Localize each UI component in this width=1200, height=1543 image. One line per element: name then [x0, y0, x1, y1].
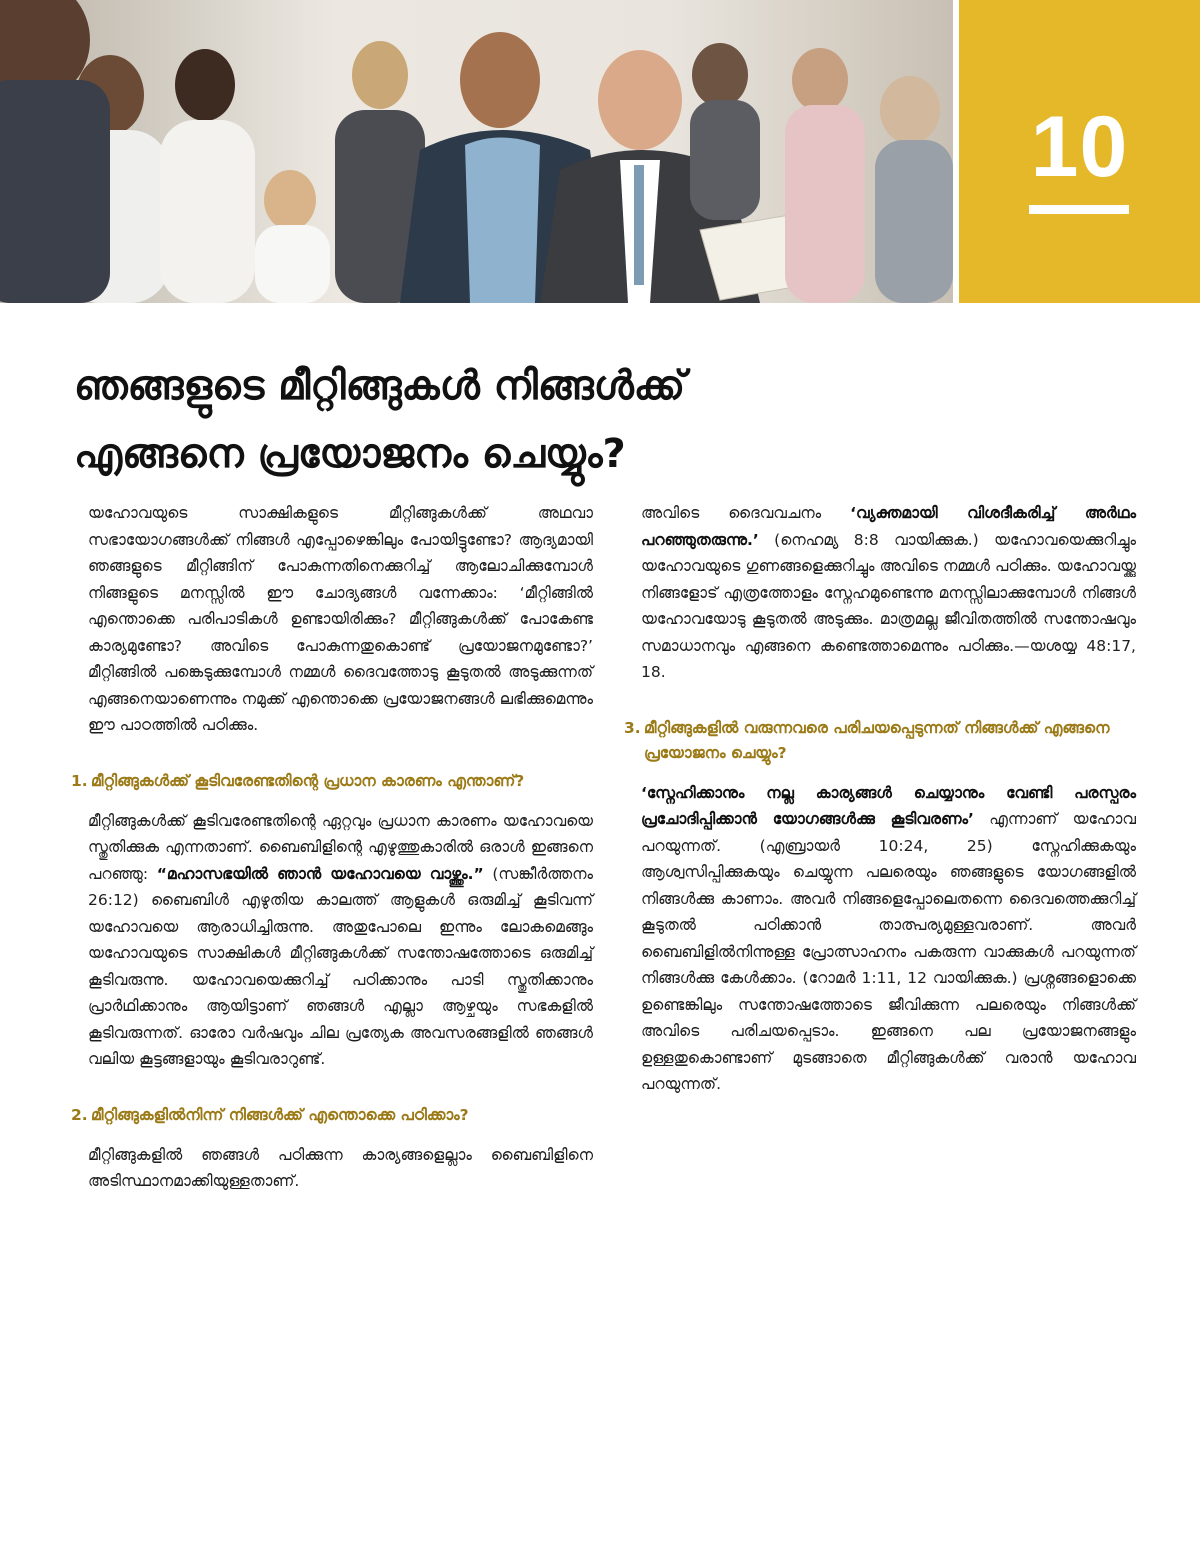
question-text: മീറ്റിങ്ങുകളിൽനിന്ന് നിങ്ങൾക്ക് എന്തൊക്കെ പഠിക്കാം? — [91, 1105, 469, 1124]
lesson-number: 10 — [1030, 99, 1129, 195]
question-text: മീറ്റിങ്ങുകൾക്ക് കൂടിവരേണ്ടതിന്റെ പ്രധാന കാരണം എന്താണ്? — [91, 771, 525, 790]
question-2 — [71, 1103, 593, 1128]
question-number: 2. — [71, 1105, 88, 1124]
scripture-quote: “മഹാസഭയിൽ ഞാൻ യഹോവയെ വാഴ്ത്തും.” — [156, 864, 484, 883]
page-title — [74, 352, 1124, 488]
answer-text: എന്നാണ് യഹോവ പറയുന്നത്. (എബ്രായർ 10:24, 25) സ്നേഹിക്കുകയും ആശ്വസിപ്പിക്കുകയും ചെയ്യുന്ന പലരെയും ഞങ്ങളുടെ യോഗങ്ങളിൽ നിങ്ങൾക്കു കാണാം. അവർ നിങ്ങളെപ്പോലെതന്നെ ദൈവത്തെക്കുറിച്ച് കൂടുതൽ പഠിക്കാൻ താത്പര്യമുള്ളവരാണ്. അവർ ബൈബിളിൽനിന്നുള്ള പ്രോത്സാഹനം പകരുന്ന വാക്കുകൾ പറയുന്നത് നിങ്ങൾക്കു കേൾക്കാം. (റോമർ 1:11, 12 വായിക്കുക.) പ്രശ്നങ്ങളൊക്കെ ഉണ്ടെങ്കിലും സന്തോഷത്തോടെ ജീവിക്കുന്ന പലരെയും നിങ്ങൾക്ക് അവിടെ പരിചയപ്പെടാം. ഇങ്ങനെ പല പ്രയോജനങ്ങളും ഉള്ളതുകൊണ്ടാണ് മുടങ്ങാതെ മീറ്റിങ്ങുകൾക്ക് വരാൻ യഹോവ പറയുന്നത്. — [641, 810, 1136, 1093]
left-column — [71, 500, 594, 1195]
answer-1 — [88, 808, 593, 1073]
answer-text: (നെഹമ്യ 8:8 വായിക്കുക.) യഹോവയെക്കുറിച്ചും യഹോവയുടെ ഗുണങ്ങളെക്കുറിച്ചും അവിടെ നമ്മൾ പഠിക്കും. യഹോവയ്ക്കു നിങ്ങളോട് എത്രത്തോളം സ്നേഹമുണ്ടെന്നു മനസ്സിലാക്കുമ്പോൾ നിങ്ങൾ യഹോവയോടു കൂടുതൽ അടുക്കും. മാത്രമല്ല ജീവിതത്തിൽ സന്തോഷവും സമാധാനവും എങ്ങനെ കണ്ടെത്താമെന്നും പഠിക്കും.—യശയ്യ 48:17, 18. — [641, 530, 1136, 681]
title-line-2: എങ്ങനെ പ്രയോജനം ചെയ്യും? — [74, 431, 626, 477]
badge-underline — [1029, 205, 1129, 214]
question-3 — [624, 716, 1136, 766]
question-text: മീറ്റിങ്ങുകളിൽ വരുന്നവരെ പരിചയപ്പെടുന്നത് നിങ്ങൾക്ക് എങ്ങനെ പ്രയോജനം ചെയ്യും? — [644, 718, 1110, 762]
scripture-quote: ‘സ്നേഹിക്കാനും നല്ല കാര്യങ്ങൾ ചെയ്യാനും വേണ്ടി പരസ്പരം പ്രചോദിപ്പിക്കാൻ യോഗങ്ങൾക്കു കൂടിവരണം’ — [641, 783, 1136, 828]
question-1 — [71, 769, 593, 794]
right-column — [624, 500, 1136, 1098]
answer-3 — [641, 780, 1136, 1098]
intro-paragraph: യഹോവയുടെ സാക്ഷികളുടെ മീറ്റിങ്ങുകൾക്ക് അഥവാ സഭായോഗങ്ങൾക്ക് നിങ്ങൾ എപ്പോഴെങ്കിലും പോയിട്ടുണ്ടോ? ആദ്യമായി ഞങ്ങളുടെ മീറ്റിങ്ങിന് പോകുന്നതിനെക്കുറിച്ച് ആലോചിക്കുമ്പോൾ നിങ്ങളുടെ മനസ്സിൽ ഈ ചോദ്യങ്ങൾ വന്നേക്കാം: ‘മീറ്റിങ്ങിൽ എന്തൊക്കെ പരിപാടികൾ ഉണ്ടായിരിക്കും? മീറ്റിങ്ങുകൾക്ക് പോകേണ്ട കാര്യമുണ്ടോ? അവിടെ പോകുന്നതുകൊണ്ട് പ്രയോജനമുണ്ടോ?’ മീറ്റിങ്ങിൽ പങ്കെടുക്കുമ്പോൾ നമ്മൾ ദൈവത്തോടു കൂടുതൽ അടുക്കുന്നത് എങ്ങനെയാണെന്നും നമുക്ക് എന്തൊക്കെ പ്രയോജനങ്ങൾ ലഭിക്കുമെന്നും ഈ പാഠത്തിൽ പഠിക്കും. — [88, 504, 593, 734]
title-line-1: ഞങ്ങളുടെ മീറ്റിങ്ങുകൾ നിങ്ങൾക്ക് — [74, 363, 686, 409]
answer-text: അവിടെ ദൈവവചനം — [641, 504, 851, 522]
question-number: 3. — [624, 718, 641, 737]
question-number: 1. — [71, 771, 88, 790]
lesson-number-badge — [959, 0, 1200, 303]
scripture-quote: ‘വ്യക്തമായി വിശദീകരിച്ച് അർഥം പറഞ്ഞുതരുന്നു.’ — [641, 504, 1136, 549]
answer-2-continued — [641, 500, 1136, 686]
header-photo — [0, 0, 953, 303]
answer-text: മീറ്റിങ്ങുകൾക്ക് കൂടിവരേണ്ടതിന്റെ ഏറ്റവും പ്രധാന കാരണം യഹോവയെ സ്തുതിക്കുക എന്നതാണ്. ബൈബിളിന്റെ എഴുത്തുകാരിൽ ഒരാൾ ഇങ്ങനെ പറഞ്ഞു: — [88, 811, 593, 883]
answer-text: (സങ്കീർത്തനം 26:12) ബൈബിൾ എഴുതിയ കാലത്ത് ആളുകൾ ഒരുമിച്ച് കൂടിവന്ന് യഹോവയെ ആരാധിച്ചിരുന്നു. അതുപോലെ ഇന്നും ലോകമെങ്ങും യഹോവയുടെ സാക്ഷികൾ മീറ്റിങ്ങുകൾക്ക് സന്തോഷത്തോടെ ഒരുമിച്ച് കൂടിവരുന്നു. യഹോവയെക്കുറിച്ച് പഠിക്കാനും പാടി സ്തുതിക്കാനും പ്രാർഥിക്കാനും ആയിട്ടാണ് ഞങ്ങൾ എല്ലാ ആഴ്ചയും സഭകളിൽ കൂടിവരുന്നത്. ഓരോ വർഷവും ചില പ്രത്യേക അവസരങ്ങളിൽ ഞങ്ങൾ വലിയ കൂട്ടങ്ങളായും കൂടിവരാറുണ്ട്. — [88, 864, 594, 1068]
congregation-meeting-image — [0, 0, 953, 303]
answer-2-start: മീറ്റിങ്ങുകളിൽ ഞങ്ങൾ പഠിക്കുന്ന കാര്യങ്ങളെല്ലാം ബൈബിളിനെ അടിസ്ഥാനമാക്കിയുള്ളതാണ്. — [88, 1145, 593, 1190]
